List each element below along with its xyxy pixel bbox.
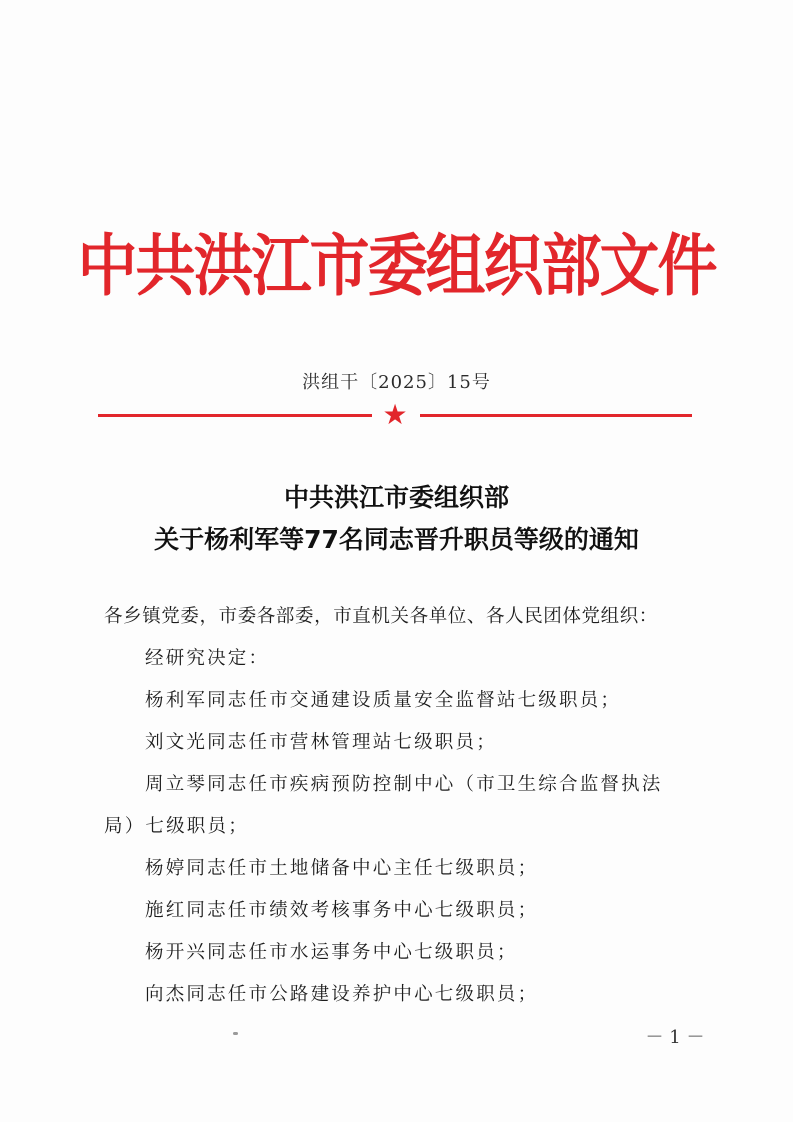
appointment-item: 杨开兴同志任市水运事务中心七级职员；	[145, 942, 518, 963]
appointment-item: 施红同志任市绩效考核事务中心七级职员；	[145, 900, 539, 921]
intro-line: 经研究决定：	[145, 648, 270, 669]
page-number: － 1 －	[645, 1027, 705, 1048]
appointment-item-continuation: 局）七级职员；	[104, 816, 249, 837]
star-icon: ★	[382, 398, 408, 431]
appointment-item: 向杰同志任市公路建设养护中心七级职员；	[145, 984, 539, 1005]
document-number: 洪组干〔2025〕15号	[302, 372, 491, 393]
scan-speck	[233, 1032, 238, 1035]
addressee-line: 各乡镇党委，市委各部委，市直机关各单位、各人民团体党组织：	[104, 606, 658, 627]
notice-title-line-2: 关于杨利军等77名同志晋升职员等级的通知	[154, 525, 639, 554]
appointment-item: 杨婷同志任市土地储备中心主任七级职员；	[145, 858, 539, 879]
appointment-item: 周立琴同志任市疾病预防控制中心（市卫生综合监督执法	[145, 774, 663, 795]
red-divider-left	[98, 414, 372, 417]
document-header-title: 中共洪江市委组织部文件	[77, 227, 716, 306]
red-divider-right	[420, 414, 692, 417]
appointment-item: 刘文光同志任市营林管理站七级职员；	[145, 732, 497, 753]
appointment-item: 杨利军同志任市交通建设质量安全监督站七级职员；	[145, 690, 622, 711]
notice-title-line-1: 中共洪江市委组织部	[283, 483, 509, 512]
